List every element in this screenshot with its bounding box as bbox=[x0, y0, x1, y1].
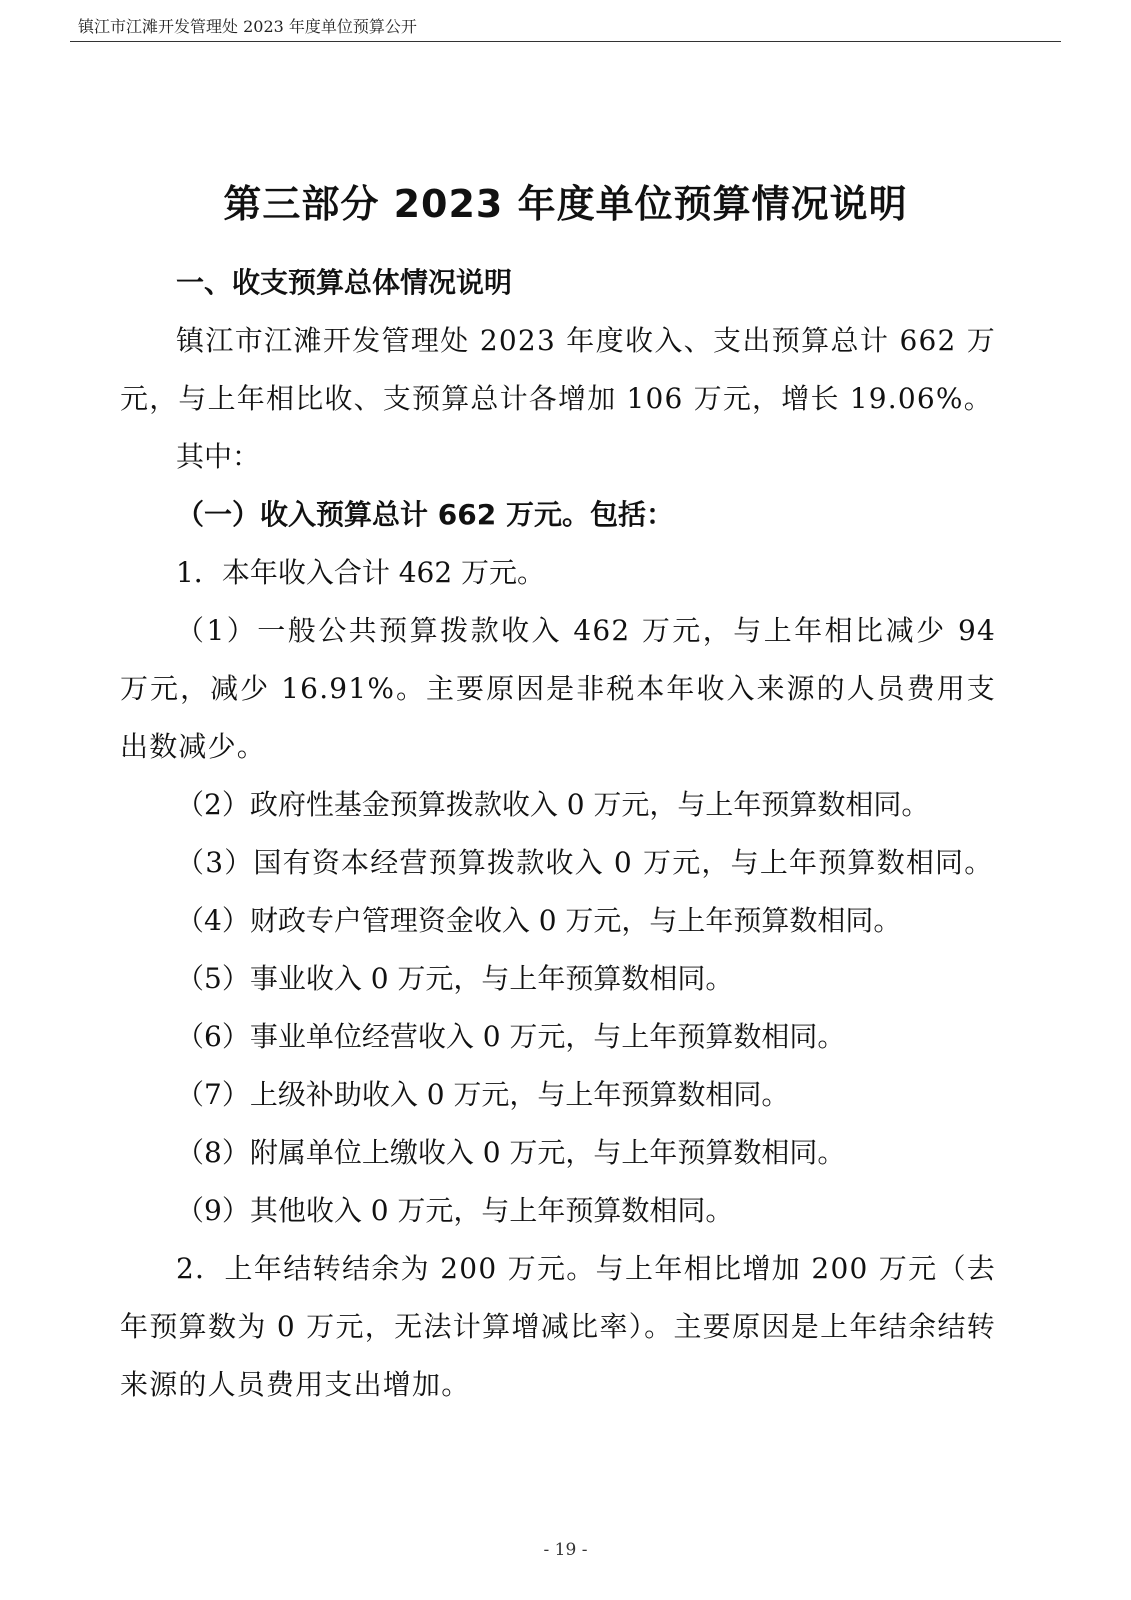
income-item-1-8: （8）附属单位上缴收入 0 万元，与上年预算数相同。 bbox=[176, 1136, 846, 1169]
page-number: - 19 - bbox=[543, 1540, 588, 1560]
income-item-1-6: （6）事业单位经营收入 0 万元，与上年预算数相同。 bbox=[176, 1020, 846, 1053]
income-heading: （一）收入预算总计 662 万元。包括： bbox=[176, 498, 674, 531]
running-header: 镇江市江滩开发管理处 2023 年度单位预算公开 bbox=[78, 17, 417, 36]
income-item-1-4: （4）财政专户管理资金收入 0 万元，与上年预算数相同。 bbox=[176, 904, 902, 937]
income-item-1-5: （5）事业收入 0 万元，与上年预算数相同。 bbox=[176, 962, 734, 995]
among-label: 其中： bbox=[176, 440, 261, 473]
page-title: 第三部分 2023 年度单位预算情况说明 bbox=[223, 182, 908, 227]
section-heading: 一、收支预算总体情况说明 bbox=[176, 266, 513, 299]
income-item-2: 2．上年结转结余为 200 万元。与上年相比增加 200 万元（去年预算数为 0 万元，无法计算增减比率）。主要原因是上年结余结转来源的人员费用支出增加。 bbox=[120, 1252, 996, 1401]
income-item-1-7: （7）上级补助收入 0 万元，与上年预算数相同。 bbox=[176, 1078, 790, 1111]
income-item-1-2: （2）政府性基金预算拨款收入 0 万元，与上年预算数相同。 bbox=[176, 788, 930, 821]
income-item-1-3: （3）国有资本经营预算拨款收入 0 万元，与上年预算数相同。 bbox=[176, 846, 994, 879]
header-rule bbox=[70, 41, 1061, 42]
document-body bbox=[120, 254, 996, 1414]
income-item-1: 1．本年收入合计 462 万元。 bbox=[176, 556, 546, 589]
overview-paragraph: 镇江市江滩开发管理处 2023 年度收入、支出预算总计 662 万元，与上年相比收、支预算总计各增加 106 万元，增长 19.06%。 bbox=[120, 324, 996, 415]
income-item-1-1: （1）一般公共预算拨款收入 462 万元，与上年相比减少 94 万元，减少 16.91%。主要原因是非税本年收入来源的人员费用支出数减少。 bbox=[120, 614, 996, 763]
income-item-1-9: （9）其他收入 0 万元，与上年预算数相同。 bbox=[176, 1194, 734, 1227]
